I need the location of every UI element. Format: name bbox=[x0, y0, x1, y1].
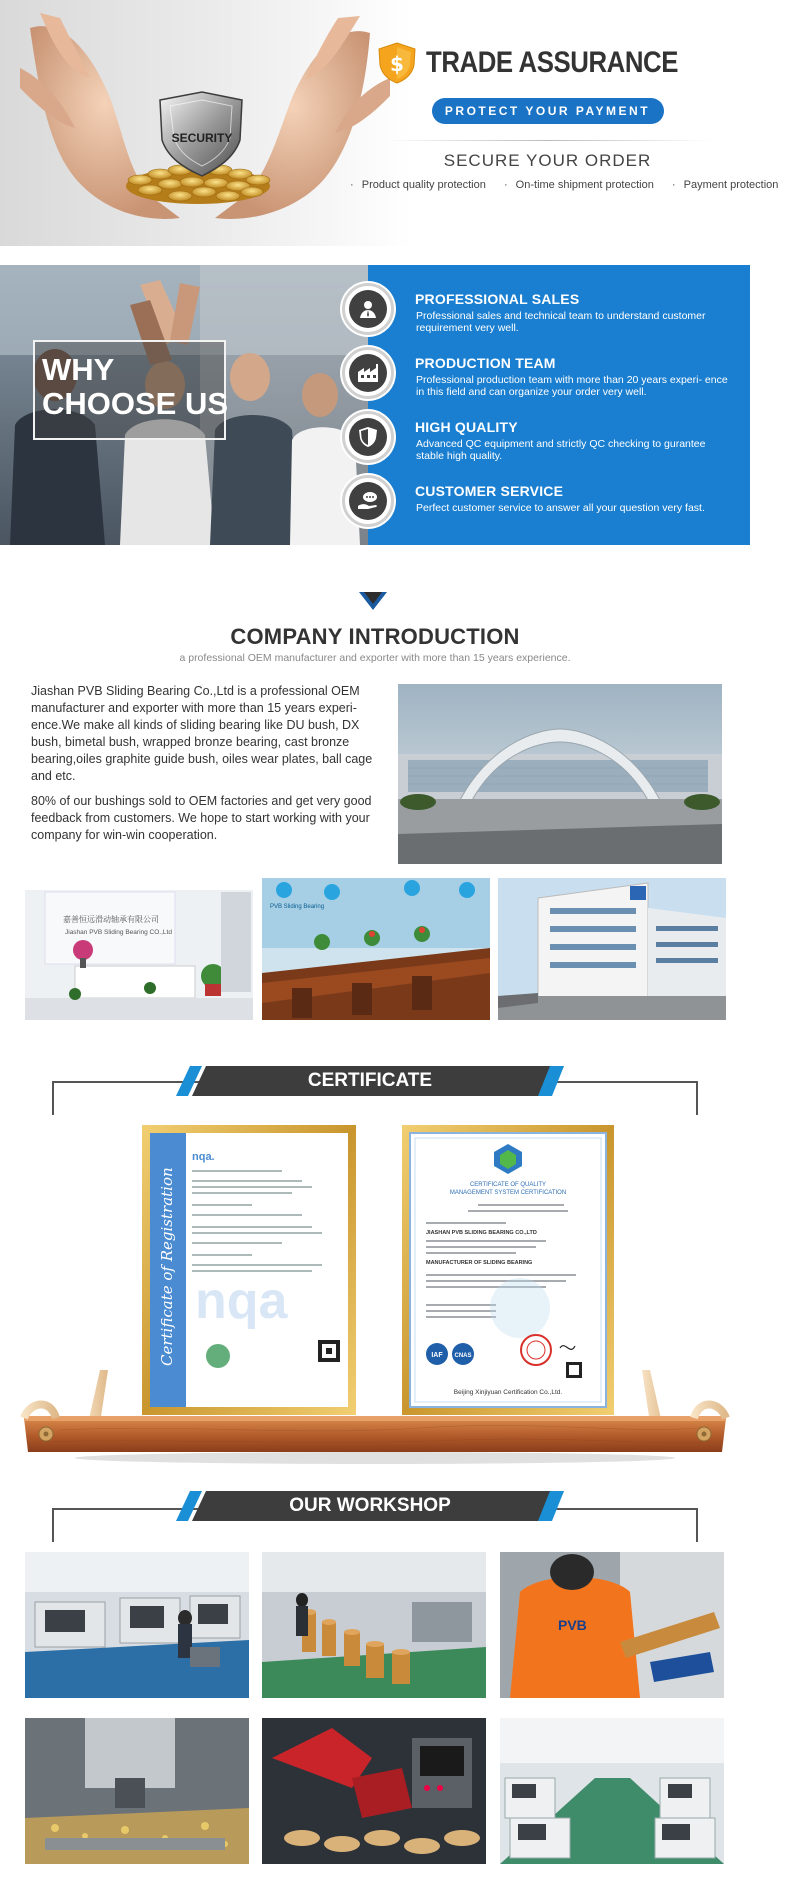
why-item-high-quality bbox=[342, 411, 750, 475]
factory-gate-photo bbox=[398, 684, 722, 864]
feature-item-quality: · Product quality protection bbox=[350, 179, 486, 191]
cert2-company: JIASHAN PVB SLIDING BEARING CO.,LTD bbox=[426, 1230, 537, 1236]
cert2-product: MANUFACTURER OF SLIDING BEARING bbox=[426, 1260, 533, 1266]
why-title-line1: WHY bbox=[42, 352, 115, 387]
workshop-photo-cnc-lathes bbox=[25, 1552, 249, 1698]
protection-features bbox=[345, 179, 779, 191]
why-item-desc: Professional production team with more than 20 years experi- ence in this field and can organize your order very well. bbox=[416, 374, 728, 398]
why-item-customer-service bbox=[342, 475, 750, 539]
trade-assurance-shield-icon bbox=[376, 41, 418, 85]
factory-icon bbox=[356, 362, 380, 384]
iaf-badge: IAF bbox=[431, 1352, 443, 1359]
why-item-professional-sales bbox=[342, 283, 750, 347]
feature-item-shipment: · On-time shipment protection bbox=[503, 179, 654, 191]
service-icon bbox=[356, 490, 380, 512]
why-choose-us-title bbox=[42, 353, 228, 421]
feature-item-payment: · Payment protection bbox=[671, 179, 779, 191]
why-item-icon-badge bbox=[342, 347, 394, 399]
svg-text:PVB Sliding Bearing: PVB Sliding Bearing bbox=[270, 904, 325, 910]
office-building-photo bbox=[498, 878, 726, 1020]
person-icon bbox=[357, 298, 379, 320]
reception-sign-en: Jiashan PVB Sliding Bearing CO.,Ltd bbox=[65, 929, 172, 936]
why-item-icon-badge bbox=[342, 283, 394, 335]
shield-icon bbox=[358, 426, 378, 448]
cert1-logo: nqa. bbox=[192, 1151, 215, 1163]
svg-text:nqa: nqa bbox=[195, 1272, 288, 1330]
reception-sign-cn: 嘉善恒远滑动轴承有限公司 bbox=[63, 915, 159, 924]
trade-assurance-content bbox=[345, 40, 779, 191]
workshop-photo-worker-inspection bbox=[500, 1552, 724, 1698]
reception-lobby-photo bbox=[25, 878, 253, 1020]
why-item-title: CUSTOMER SERVICE bbox=[415, 483, 564, 499]
section-down-arrow-icon bbox=[359, 592, 387, 614]
divider-line bbox=[383, 140, 713, 141]
cert1-vertical-title: Certificate of Registration bbox=[158, 1167, 176, 1366]
why-item-title: HIGH QUALITY bbox=[415, 419, 518, 435]
trade-assurance-title: TRADE ASSURANCE bbox=[425, 46, 679, 79]
certificate-title: CERTIFICATE bbox=[307, 1070, 433, 1091]
workshop-title: OUR WORKSHOP bbox=[289, 1495, 451, 1516]
cert2-title-line1: CERTIFICATE OF QUALITY bbox=[469, 1182, 547, 1188]
meeting-room-photo bbox=[262, 878, 490, 1020]
worker-shirt-label: PVB bbox=[558, 1617, 587, 1633]
why-item-desc: Perfect customer service to answer all your question very fast. bbox=[416, 502, 705, 514]
svg-text:$: $ bbox=[389, 52, 404, 76]
workshop-photo-bushing-stacks bbox=[262, 1552, 486, 1698]
workshop-banner bbox=[176, 1491, 564, 1521]
company-intro-paragraph-1: Jiashan PVB Sliding Bearing Co.,Ltd is a professional OEM manufacturer and exporter with more than 15 years experi- ence.We make all kinds of sliding bearing like DU bush, DX bush, bimetal bush, wrapped bronze bearing, cast bronze bearing,oiles graphite guide bush, oiles wear plates, ball cage and etc. bbox=[31, 684, 373, 783]
workshop-photo-production-floor bbox=[500, 1718, 724, 1864]
workshop-photo-robot-arm bbox=[262, 1718, 486, 1864]
why-item-production-team bbox=[342, 347, 750, 411]
cnas-badge: CNAS bbox=[454, 1353, 472, 1359]
why-item-desc: Advanced QC equipment and strictly QC checking to gurantee stable high quality. bbox=[416, 438, 706, 462]
certificate-banner bbox=[176, 1066, 564, 1096]
company-intro-subtitle: a professional OEM manufacturer and exporter with more than 15 years experience. bbox=[179, 652, 571, 664]
why-choose-us-section bbox=[0, 265, 750, 545]
company-intro-title: COMPANY INTRODUCTION bbox=[230, 624, 520, 649]
secure-order-heading: SECURE YOUR ORDER bbox=[443, 151, 652, 170]
why-item-desc: Professional sales and technical team to understand customer requirement very well. bbox=[416, 310, 706, 334]
why-choose-us-list bbox=[342, 283, 750, 539]
workshop-photo-milling-chips bbox=[25, 1718, 249, 1864]
trade-assurance-title-row bbox=[345, 40, 750, 86]
company-intro-paragraph-2: 80% of our bushings sold to OEM factories and get very good feedback from customers. We hope to start working with your company for win-win cooperation. bbox=[31, 794, 372, 842]
cert2-title-line2: MANAGEMENT SYSTEM CERTIFICATION bbox=[449, 1190, 567, 1196]
protect-payment-button[interactable]: PROTECT YOUR PAYMENT bbox=[432, 98, 664, 124]
cert2-issuer: Beijing Xinjiyuan Certification Co.,Ltd. bbox=[453, 1389, 563, 1396]
shield-label: SECURITY bbox=[171, 131, 233, 145]
hands-coins-illustration bbox=[20, 8, 390, 238]
why-item-title: PROFESSIONAL SALES bbox=[415, 291, 580, 307]
why-item-title: PRODUCTION TEAM bbox=[415, 355, 556, 371]
why-item-icon-badge bbox=[342, 475, 394, 527]
certificate-shelf-illustration bbox=[0, 1118, 750, 1458]
why-item-icon-badge bbox=[342, 411, 394, 463]
why-title-line2: CHOOSE US bbox=[42, 386, 229, 421]
trade-assurance-banner bbox=[0, 0, 779, 246]
